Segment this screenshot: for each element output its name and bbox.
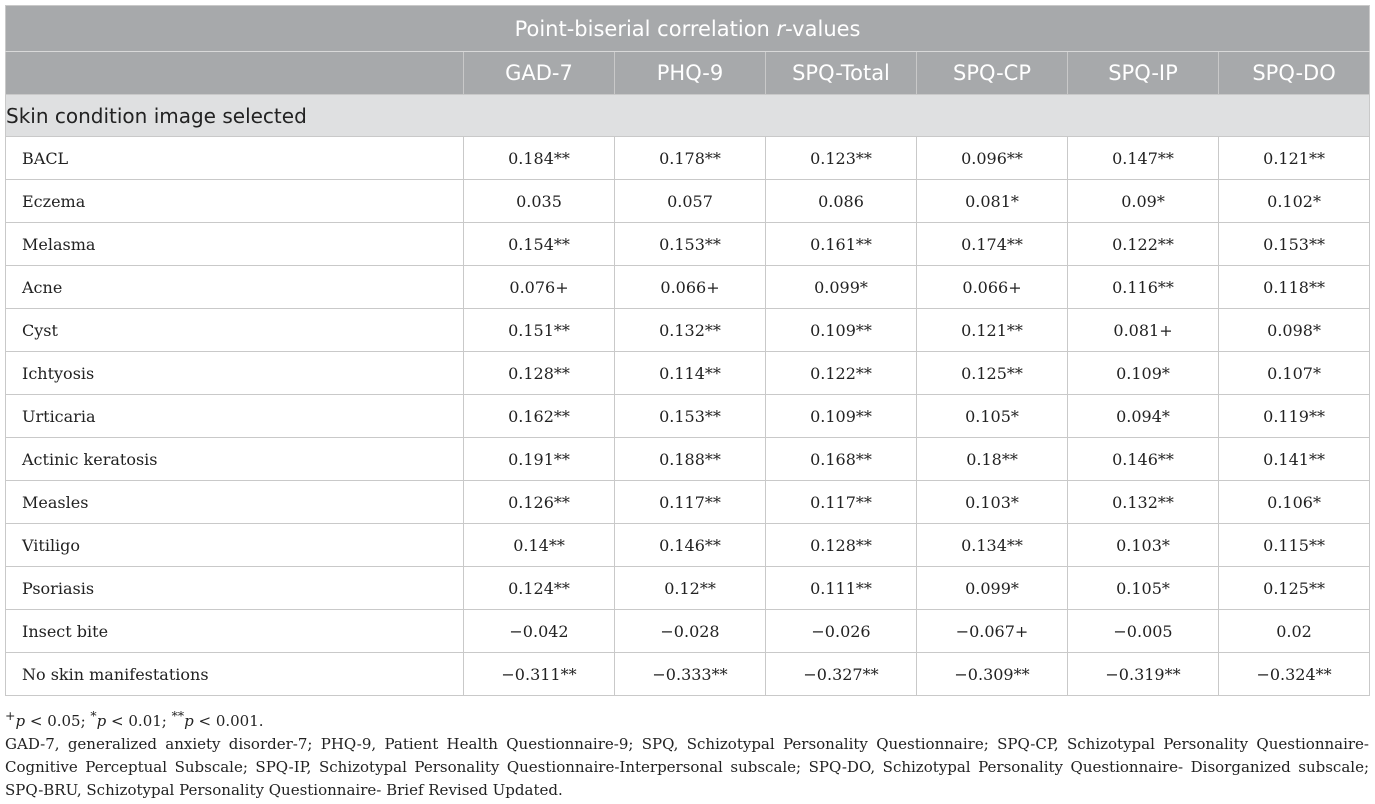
table-cell: 0.123** [766,137,917,180]
table-cell: −0.028 [615,610,766,653]
table-cell: 0.119** [1219,395,1370,438]
table-cell: 0.154** [464,223,615,266]
row-label: Psoriasis [6,567,464,610]
table-cell: −0.026 [766,610,917,653]
table-cell: 0.18** [917,438,1068,481]
table-cell: 0.118** [1219,266,1370,309]
table-cell: 0.099* [917,567,1068,610]
table-cell: 0.184** [464,137,615,180]
table-cell: 0.102* [1219,180,1370,223]
table-cell: 0.107* [1219,352,1370,395]
table-cell: 0.111** [766,567,917,610]
table-cell: 0.105* [917,395,1068,438]
table-cell: 0.117** [615,481,766,524]
table-cell: −0.067+ [917,610,1068,653]
table-cell: 0.103* [1068,524,1219,567]
table-cell: 0.162** [464,395,615,438]
table-cell: 0.153** [615,395,766,438]
row-label: Eczema [6,180,464,223]
table-cell: 0.153** [1219,223,1370,266]
table-row [6,352,1370,395]
row-label: Measles [6,481,464,524]
table-cell: 0.124** [464,567,615,610]
significance-footnote: +p < 0.05; *p < 0.01; **p < 0.001. [5,708,264,730]
table-cell: −0.327** [766,653,917,696]
table-title-row [6,6,1370,52]
table-cell: 0.066+ [917,266,1068,309]
table-cell: 0.128** [464,352,615,395]
table-cell: 0.086 [766,180,917,223]
table-cell: 0.191** [464,438,615,481]
table-cell: 0.115** [1219,524,1370,567]
abbreviations-footnote: GAD-7, generalized anxiety disorder-7; PHQ-9, Patient Health Questionnaire-9; SPQ, Schizotypal Personality Questionnaire; SPQ-CP, Schizotypal Personality Questionnaire-Cognitive Perceptual Subscale; SPQ-IP, Schizotypal Personality Questionnaire-Interpersonal subscale; SPQ-DO, Schizotypal Personality Questionnaire- Disorganized subscale; SPQ-BRU, Schizotypal Personality Questionnaire- Brief Revised Updated. [5,735,1369,799]
table-row [6,223,1370,266]
table-cell: 0.147** [1068,137,1219,180]
table-cell: 0.109** [766,309,917,352]
table-cell: 0.121** [917,309,1068,352]
section-label: Skin condition image selected [6,95,1370,137]
table-cell: 0.168** [766,438,917,481]
table-cell: 0.14** [464,524,615,567]
correlation-table [5,5,1370,696]
table-cell: 0.109** [766,395,917,438]
table-cell: 0.116** [1068,266,1219,309]
table-cell: 0.081+ [1068,309,1219,352]
row-label: Urticaria [6,395,464,438]
row-label: Actinic keratosis [6,438,464,481]
table-cell: 0.125** [917,352,1068,395]
table-row [6,266,1370,309]
table-row [6,180,1370,223]
table-cell: 0.151** [464,309,615,352]
section-header-row [6,95,1370,137]
table-cell: 0.128** [766,524,917,567]
row-label: Cyst [6,309,464,352]
table-cell: 0.174** [917,223,1068,266]
row-label: No skin manifestations [6,653,464,696]
table-cell: 0.035 [464,180,615,223]
table-row [6,395,1370,438]
table-cell: 0.132** [615,309,766,352]
table-cell: −0.319** [1068,653,1219,696]
table-cell: 0.117** [766,481,917,524]
table-row [6,481,1370,524]
table-cell: 0.126** [464,481,615,524]
table-footnotes [5,704,1369,802]
table-cell: 0.081* [917,180,1068,223]
table-cell: 0.178** [615,137,766,180]
table-cell: 0.122** [1068,223,1219,266]
table-cell: 0.096** [917,137,1068,180]
table-cell: 0.12** [615,567,766,610]
table-cell: 0.122** [766,352,917,395]
table-cell: 0.098* [1219,309,1370,352]
table-cell: −0.324** [1219,653,1370,696]
table-row [6,653,1370,696]
table-row [6,137,1370,180]
table-row [6,438,1370,481]
table-row [6,610,1370,653]
table-cell: 0.057 [615,180,766,223]
table-cell: 0.134** [917,524,1068,567]
table-cell: 0.105* [1068,567,1219,610]
title-prefix: Point-biserial correlation [514,16,777,41]
table-cell: 0.153** [615,223,766,266]
table-cell: 0.114** [615,352,766,395]
column-header: SPQ-CP [917,52,1068,95]
table-cell: 0.188** [615,438,766,481]
table-row [6,309,1370,352]
table-row [6,567,1370,610]
column-header: PHQ-9 [615,52,766,95]
title-suffix: -values [785,16,861,41]
row-label: Ichtyosis [6,352,464,395]
table-cell: 0.161** [766,223,917,266]
row-label: Melasma [6,223,464,266]
table-cell: 0.094* [1068,395,1219,438]
table-cell: 0.146** [615,524,766,567]
table-cell: 0.121** [1219,137,1370,180]
table-cell: 0.076+ [464,266,615,309]
table-cell: −0.333** [615,653,766,696]
row-label: Acne [6,266,464,309]
table-cell: 0.109* [1068,352,1219,395]
table-cell: −0.311** [464,653,615,696]
column-header: SPQ-IP [1068,52,1219,95]
table-cell: −0.005 [1068,610,1219,653]
table-cell: 0.125** [1219,567,1370,610]
column-header-row [6,52,1370,95]
table-cell: 0.106* [1219,481,1370,524]
table-cell: 0.146** [1068,438,1219,481]
table-cell: 0.099* [766,266,917,309]
table-cell: −0.042 [464,610,615,653]
correlation-table-container [5,5,1369,696]
column-header: SPQ-Total [766,52,917,95]
table-cell: −0.309** [917,653,1068,696]
row-label: Vitiligo [6,524,464,567]
table-cell: 0.066+ [615,266,766,309]
column-header: SPQ-DO [1219,52,1370,95]
table-cell: 0.132** [1068,481,1219,524]
header-blank-cell [6,52,464,95]
column-header: GAD-7 [464,52,615,95]
table-row [6,524,1370,567]
table-title [6,6,1370,52]
title-r-symbol: r [776,16,786,41]
table-cell: 0.141** [1219,438,1370,481]
table-cell: 0.09* [1068,180,1219,223]
row-label: BACL [6,137,464,180]
table-cell: 0.02 [1219,610,1370,653]
table-cell: 0.103* [917,481,1068,524]
row-label: Insect bite [6,610,464,653]
